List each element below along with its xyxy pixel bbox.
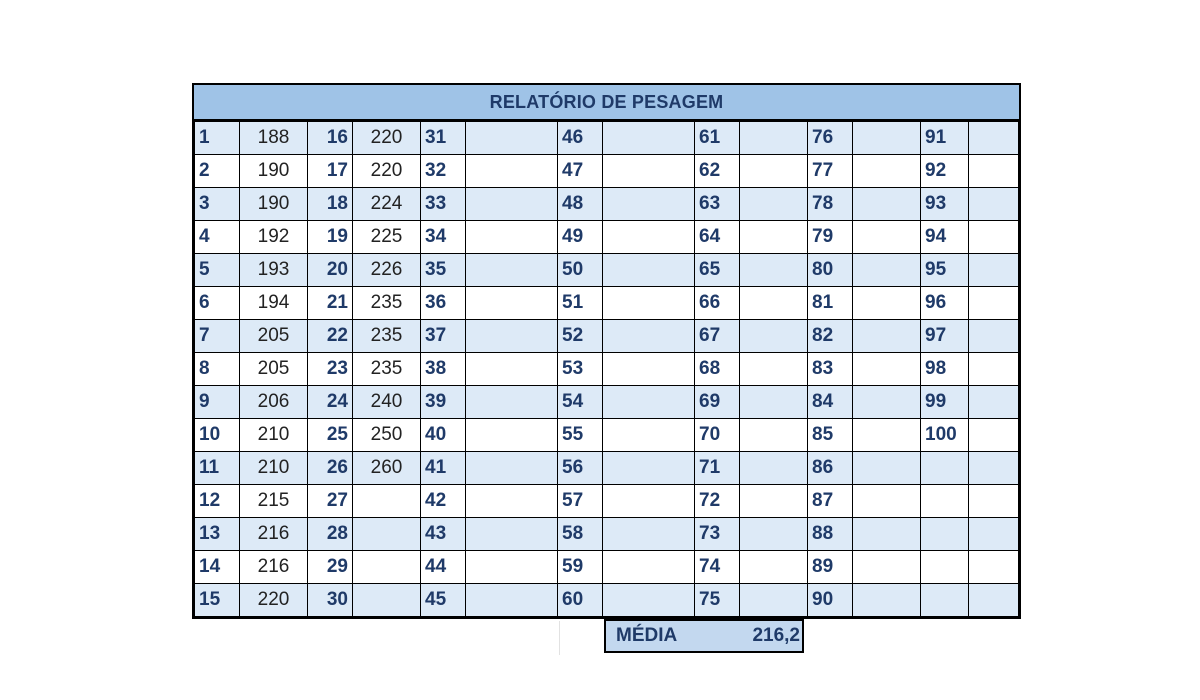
entry-number: 18 — [308, 188, 353, 221]
table-row — [195, 518, 1019, 551]
table-row — [195, 419, 1019, 452]
entry-number: 43 — [421, 518, 466, 551]
weight-value — [603, 287, 695, 320]
table-row — [195, 452, 1019, 485]
weight-value — [603, 419, 695, 452]
weight-value — [740, 320, 808, 353]
entry-number: 90 — [808, 584, 853, 617]
weight-value: 226 — [353, 254, 421, 287]
entry-number: 81 — [808, 287, 853, 320]
entry-number: 88 — [808, 518, 853, 551]
weight-value — [969, 485, 1019, 518]
entry-number: 37 — [421, 320, 466, 353]
entry-number: 98 — [921, 353, 969, 386]
weight-value — [853, 287, 921, 320]
weight-value — [969, 353, 1019, 386]
weight-value — [969, 452, 1019, 485]
entry-number: 14 — [195, 551, 240, 584]
entry-number: 5 — [195, 254, 240, 287]
entry-number: 59 — [558, 551, 603, 584]
entry-number: 28 — [308, 518, 353, 551]
entry-number: 47 — [558, 155, 603, 188]
weight-value — [969, 584, 1019, 617]
weight-value — [740, 155, 808, 188]
weight-value — [466, 353, 558, 386]
entry-number: 89 — [808, 551, 853, 584]
table-row — [195, 485, 1019, 518]
weight-value — [353, 584, 421, 617]
entry-number: 30 — [308, 584, 353, 617]
weight-value — [969, 287, 1019, 320]
weight-value — [853, 419, 921, 452]
entry-number — [921, 584, 969, 617]
weight-value — [603, 584, 695, 617]
weight-value — [853, 155, 921, 188]
entry-number: 50 — [558, 254, 603, 287]
weight-value: 192 — [240, 221, 308, 254]
entry-number: 15 — [195, 584, 240, 617]
entry-number: 70 — [695, 419, 740, 452]
entry-number: 96 — [921, 287, 969, 320]
weight-value — [466, 122, 558, 155]
weight-value — [969, 188, 1019, 221]
weight-value — [740, 419, 808, 452]
entry-number: 7 — [195, 320, 240, 353]
weight-value — [466, 386, 558, 419]
table-row — [195, 188, 1019, 221]
weight-value: 205 — [240, 353, 308, 386]
entry-number: 33 — [421, 188, 466, 221]
weight-value — [853, 122, 921, 155]
weight-value — [853, 386, 921, 419]
entry-number: 55 — [558, 419, 603, 452]
entry-number: 29 — [308, 551, 353, 584]
weight-value — [969, 551, 1019, 584]
entry-number: 57 — [558, 485, 603, 518]
weight-value — [603, 155, 695, 188]
entry-number: 83 — [808, 353, 853, 386]
entry-number: 73 — [695, 518, 740, 551]
weight-value — [466, 188, 558, 221]
weight-value — [603, 122, 695, 155]
entry-number: 74 — [695, 551, 740, 584]
weight-value — [853, 584, 921, 617]
weight-value — [740, 221, 808, 254]
weight-value — [466, 485, 558, 518]
weight-value — [466, 320, 558, 353]
weight-value: 190 — [240, 188, 308, 221]
weight-value — [466, 584, 558, 617]
entry-number: 65 — [695, 254, 740, 287]
table-row — [195, 254, 1019, 287]
table-row — [195, 287, 1019, 320]
weight-value — [969, 518, 1019, 551]
weight-value — [740, 254, 808, 287]
weight-value: 216 — [240, 551, 308, 584]
table-row — [195, 584, 1019, 617]
entry-number: 49 — [558, 221, 603, 254]
entry-number: 80 — [808, 254, 853, 287]
weight-value: 220 — [353, 155, 421, 188]
table-row — [195, 353, 1019, 386]
entry-number: 20 — [308, 254, 353, 287]
entry-number: 46 — [558, 122, 603, 155]
entry-number: 10 — [195, 419, 240, 452]
entry-number: 82 — [808, 320, 853, 353]
entry-number: 44 — [421, 551, 466, 584]
entry-number: 9 — [195, 386, 240, 419]
weight-value — [969, 122, 1019, 155]
entry-number: 13 — [195, 518, 240, 551]
weight-value — [853, 254, 921, 287]
entry-number: 4 — [195, 221, 240, 254]
entry-number: 3 — [195, 188, 240, 221]
weight-value — [603, 320, 695, 353]
table-row — [195, 122, 1019, 155]
entry-number: 68 — [695, 353, 740, 386]
entry-number: 23 — [308, 353, 353, 386]
entry-number: 63 — [695, 188, 740, 221]
weight-value — [853, 551, 921, 584]
entry-number: 94 — [921, 221, 969, 254]
weight-value: 225 — [353, 221, 421, 254]
entry-number: 78 — [808, 188, 853, 221]
entry-number: 72 — [695, 485, 740, 518]
average-value: 216,2 — [752, 625, 800, 646]
entry-number: 2 — [195, 155, 240, 188]
weight-value — [740, 287, 808, 320]
weight-value — [853, 452, 921, 485]
entry-number: 56 — [558, 452, 603, 485]
weight-value: 224 — [353, 188, 421, 221]
entry-number: 6 — [195, 287, 240, 320]
entry-number: 92 — [921, 155, 969, 188]
entry-number: 99 — [921, 386, 969, 419]
weight-value — [353, 485, 421, 518]
weight-value: 250 — [353, 419, 421, 452]
weight-value — [466, 518, 558, 551]
weight-value — [740, 584, 808, 617]
entry-number: 11 — [195, 452, 240, 485]
entry-number: 31 — [421, 122, 466, 155]
weight-value — [353, 518, 421, 551]
entry-number: 66 — [695, 287, 740, 320]
report-title: RELATÓRIO DE PESAGEM — [194, 85, 1019, 121]
entry-number: 60 — [558, 584, 603, 617]
weight-value — [853, 485, 921, 518]
weight-value — [853, 188, 921, 221]
entry-number — [921, 551, 969, 584]
entry-number: 8 — [195, 353, 240, 386]
weight-value: 210 — [240, 419, 308, 452]
weight-value — [603, 386, 695, 419]
weight-value — [603, 452, 695, 485]
weight-value — [603, 353, 695, 386]
weight-value: 235 — [353, 320, 421, 353]
entry-number: 17 — [308, 155, 353, 188]
weight-value: 235 — [353, 287, 421, 320]
weight-value — [466, 551, 558, 584]
table-row — [195, 320, 1019, 353]
entry-number: 62 — [695, 155, 740, 188]
entry-number: 97 — [921, 320, 969, 353]
entry-number: 24 — [308, 386, 353, 419]
entry-number: 67 — [695, 320, 740, 353]
weight-value: 220 — [353, 122, 421, 155]
weight-value — [740, 386, 808, 419]
weight-value — [603, 221, 695, 254]
entry-number: 12 — [195, 485, 240, 518]
entry-number: 42 — [421, 485, 466, 518]
entry-number: 95 — [921, 254, 969, 287]
entry-number: 93 — [921, 188, 969, 221]
weight-value: 194 — [240, 287, 308, 320]
weight-value — [969, 419, 1019, 452]
weight-value — [466, 221, 558, 254]
table-row — [195, 551, 1019, 584]
weight-value: 220 — [240, 584, 308, 617]
entry-number: 100 — [921, 419, 969, 452]
table-row — [195, 155, 1019, 188]
average-box — [604, 619, 804, 653]
weight-value — [353, 551, 421, 584]
table-row — [195, 221, 1019, 254]
entry-number: 40 — [421, 419, 466, 452]
weight-value — [740, 518, 808, 551]
weight-value: 188 — [240, 122, 308, 155]
entry-number: 77 — [808, 155, 853, 188]
entry-number: 75 — [695, 584, 740, 617]
entry-number: 51 — [558, 287, 603, 320]
entry-number: 38 — [421, 353, 466, 386]
weight-value — [603, 485, 695, 518]
entry-number: 22 — [308, 320, 353, 353]
weight-value — [466, 419, 558, 452]
weight-value: 210 — [240, 452, 308, 485]
entry-number: 61 — [695, 122, 740, 155]
entry-number: 41 — [421, 452, 466, 485]
weight-value — [603, 551, 695, 584]
table-row — [195, 386, 1019, 419]
weight-value — [853, 320, 921, 353]
weight-value — [969, 221, 1019, 254]
entry-number — [921, 485, 969, 518]
cell-divider — [559, 621, 560, 655]
weights-grid — [194, 121, 1019, 617]
weight-value: 206 — [240, 386, 308, 419]
weight-value — [466, 452, 558, 485]
entry-number — [921, 518, 969, 551]
weight-value: 235 — [353, 353, 421, 386]
weight-value — [740, 122, 808, 155]
entry-number: 64 — [695, 221, 740, 254]
entry-number: 16 — [308, 122, 353, 155]
entry-number: 52 — [558, 320, 603, 353]
entry-number: 35 — [421, 254, 466, 287]
weight-value: 193 — [240, 254, 308, 287]
weight-value — [969, 320, 1019, 353]
weight-value — [603, 518, 695, 551]
weight-value — [740, 551, 808, 584]
weight-value — [853, 221, 921, 254]
weight-value: 216 — [240, 518, 308, 551]
entry-number: 79 — [808, 221, 853, 254]
entry-number: 36 — [421, 287, 466, 320]
entry-number: 48 — [558, 188, 603, 221]
entry-number: 84 — [808, 386, 853, 419]
entry-number: 45 — [421, 584, 466, 617]
entry-number: 21 — [308, 287, 353, 320]
weight-value — [466, 254, 558, 287]
entry-number: 58 — [558, 518, 603, 551]
weight-value — [466, 155, 558, 188]
weight-value — [853, 353, 921, 386]
entry-number: 27 — [308, 485, 353, 518]
entry-number: 91 — [921, 122, 969, 155]
weighing-report-table — [192, 83, 1021, 619]
entry-number: 19 — [308, 221, 353, 254]
entry-number: 1 — [195, 122, 240, 155]
weight-value — [969, 155, 1019, 188]
entry-number: 34 — [421, 221, 466, 254]
weight-value: 190 — [240, 155, 308, 188]
weight-value — [740, 452, 808, 485]
weight-value: 215 — [240, 485, 308, 518]
entry-number: 69 — [695, 386, 740, 419]
weight-value: 260 — [353, 452, 421, 485]
entry-number: 54 — [558, 386, 603, 419]
entry-number: 86 — [808, 452, 853, 485]
weight-value — [740, 353, 808, 386]
weight-value — [603, 188, 695, 221]
weight-value — [466, 287, 558, 320]
average-label: MÉDIA — [616, 625, 678, 646]
entry-number: 39 — [421, 386, 466, 419]
entry-number: 85 — [808, 419, 853, 452]
entry-number: 25 — [308, 419, 353, 452]
weight-value — [853, 518, 921, 551]
entry-number: 87 — [808, 485, 853, 518]
entry-number: 71 — [695, 452, 740, 485]
weight-value: 240 — [353, 386, 421, 419]
entry-number: 26 — [308, 452, 353, 485]
entry-number: 53 — [558, 353, 603, 386]
weight-value — [740, 485, 808, 518]
weight-value — [603, 254, 695, 287]
weight-value — [740, 188, 808, 221]
weight-value: 205 — [240, 320, 308, 353]
entry-number: 32 — [421, 155, 466, 188]
weight-value — [969, 254, 1019, 287]
entry-number — [921, 452, 969, 485]
entry-number: 76 — [808, 122, 853, 155]
weight-value — [969, 386, 1019, 419]
